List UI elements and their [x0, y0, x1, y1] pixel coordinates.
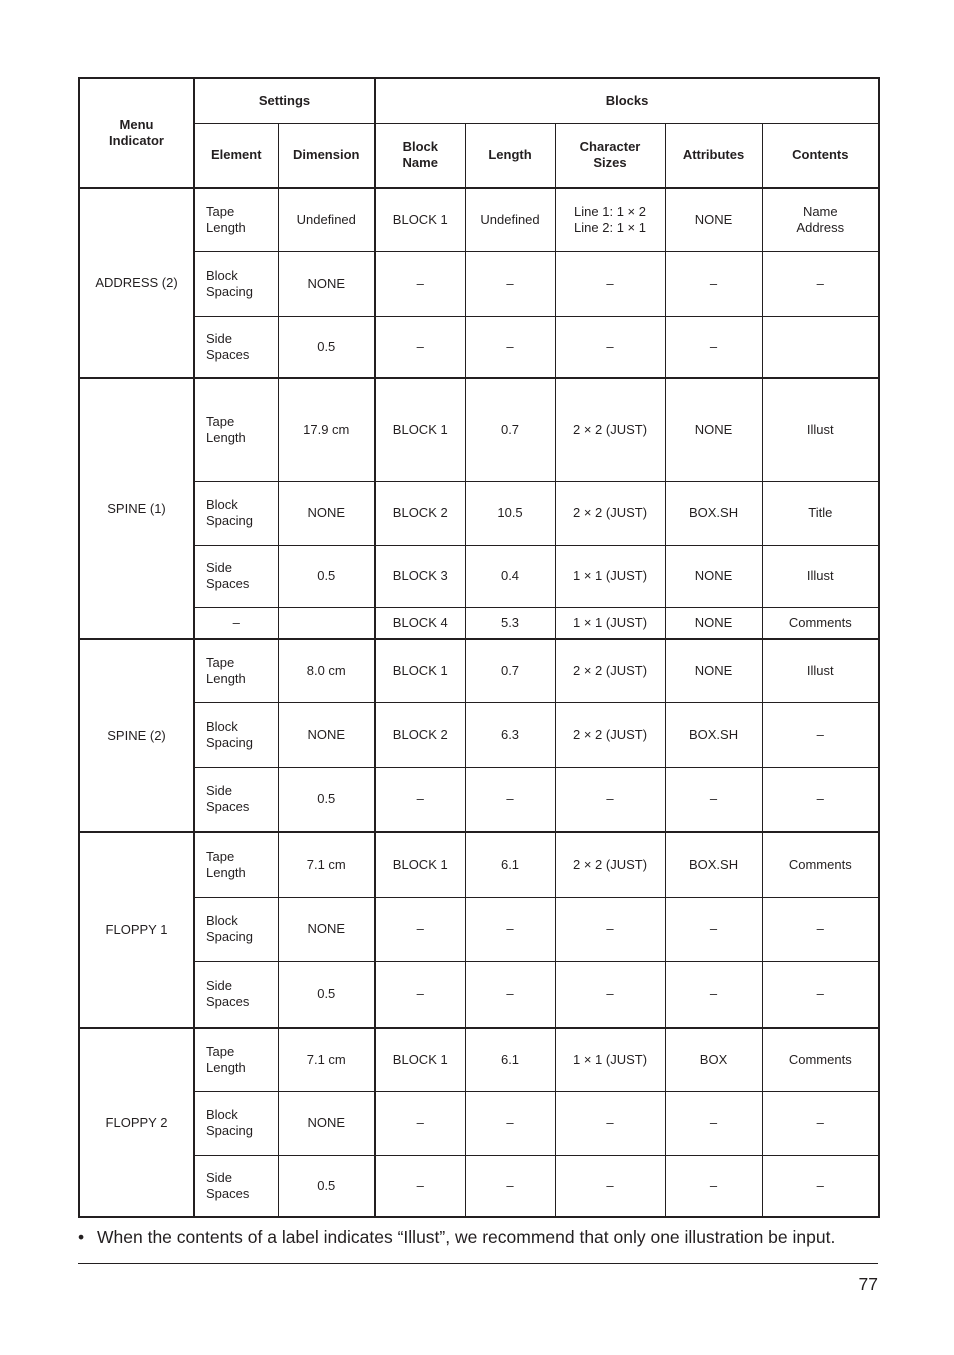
element-value: Tape Length [206, 654, 246, 686]
block-name-value: – [416, 791, 424, 807]
element-cell [194, 897, 278, 961]
attributes-cell [665, 188, 762, 251]
contents-value: Comments [788, 856, 852, 872]
table-row [79, 1091, 879, 1155]
block-name-value: BLOCK 1 [392, 421, 448, 437]
footnote-text: When the contents of a label indicates “Illust”, we recommend that only one illustration be input. [97, 1227, 836, 1247]
block-name-value: – [416, 1115, 424, 1130]
element-value: Tape Length [206, 413, 246, 445]
menu-indicator-cell [79, 832, 194, 1028]
header-block-name: Block Name [375, 123, 465, 188]
element-value: Tape Length [206, 1043, 246, 1075]
char-sizes-value: – [606, 1177, 614, 1193]
element-value: Block Spacing [206, 913, 253, 944]
attributes-cell [665, 961, 762, 1028]
length-cell [465, 639, 555, 702]
attributes-value: – [709, 791, 718, 807]
table-row [79, 545, 879, 607]
char-sizes-cell [555, 1028, 665, 1091]
char-sizes-value: – [606, 1115, 614, 1130]
element-value: Tape Length [206, 848, 246, 880]
dimension-cell [278, 832, 375, 897]
element-value: Side Spaces [206, 783, 250, 815]
dimension-value: NONE [307, 505, 346, 520]
contents-value: – [816, 1177, 824, 1193]
block-name-value: – [416, 986, 424, 1002]
bullet-icon: • [78, 1227, 85, 1247]
block-name-cell [375, 961, 465, 1028]
table-row [79, 481, 879, 545]
char-sizes-value: 2 × 2 (JUST) [572, 856, 648, 872]
contents-value: Illust [806, 421, 834, 437]
menu-indicator-cell [79, 639, 194, 832]
table-row [79, 1028, 879, 1091]
attributes-cell [665, 1091, 762, 1155]
element-value: Side Spaces [206, 1169, 250, 1201]
contents-value: – [816, 1115, 824, 1130]
block-name-cell [375, 832, 465, 897]
dimension-cell [278, 897, 375, 961]
element-cell [194, 188, 278, 251]
menu-indicator-label: SPINE (1) [107, 500, 166, 516]
attributes-value: NONE [694, 568, 733, 583]
attributes-value: – [709, 1177, 718, 1193]
element-cell [194, 702, 278, 767]
char-sizes-value: 2 × 2 (JUST) [572, 662, 648, 678]
char-sizes-cell [555, 481, 665, 545]
block-name-value: BLOCK 1 [392, 856, 448, 872]
length-value: 6.1 [500, 1051, 520, 1067]
dimension-value: 8.0 cm [306, 662, 346, 678]
element-value: Block Spacing [206, 718, 253, 750]
contents-value: – [816, 726, 824, 742]
attributes-value: BOX.SH [688, 726, 739, 742]
dimension-cell [278, 607, 375, 639]
header-dimension: Dimension [278, 123, 375, 188]
contents-cell [762, 767, 879, 832]
length-value: 0.7 [500, 421, 520, 437]
length-cell [465, 1091, 555, 1155]
dimension-value: 7.1 cm [306, 856, 346, 872]
dimension-cell [278, 702, 375, 767]
char-sizes-value: 2 × 2 (JUST) [572, 726, 648, 742]
menu-indicator-cell [79, 1028, 194, 1217]
block-name-value: – [416, 1177, 424, 1193]
length-value: – [506, 338, 514, 354]
length-cell [465, 251, 555, 316]
table-row [79, 897, 879, 961]
dimension-value: NONE [307, 726, 346, 742]
element-value: Side Spaces [206, 560, 250, 591]
char-sizes-cell [555, 1155, 665, 1217]
dimension-cell [278, 1028, 375, 1091]
block-name-value: BLOCK 2 [392, 726, 448, 742]
char-sizes-cell [555, 545, 665, 607]
block-name-cell [375, 251, 465, 316]
block-name-value: – [416, 921, 424, 936]
element-value: Block Spacing [206, 267, 253, 299]
attributes-cell [665, 702, 762, 767]
char-sizes-value: 1 × 1 (JUST) [572, 568, 648, 583]
contents-cell [762, 961, 879, 1028]
attributes-cell [665, 545, 762, 607]
header-contents: Contents [762, 123, 879, 188]
dimension-value: NONE [307, 275, 346, 291]
length-value: Undefined [480, 211, 540, 227]
header-element: Element [194, 123, 278, 188]
element-value: Block Spacing [206, 497, 253, 528]
length-cell [465, 188, 555, 251]
element-cell [194, 639, 278, 702]
block-name-cell [375, 188, 465, 251]
length-cell [465, 832, 555, 897]
contents-cell [762, 832, 879, 897]
contents-value: – [816, 275, 824, 291]
char-sizes-value: – [606, 921, 614, 936]
contents-value: – [816, 986, 824, 1002]
header-settings: Settings [194, 78, 375, 123]
length-value: – [506, 791, 514, 807]
contents-value: Name Address [796, 203, 845, 235]
dimension-value: 0.5 [317, 791, 336, 807]
attributes-cell [665, 607, 762, 639]
table-row [79, 832, 879, 897]
contents-cell [762, 378, 879, 481]
contents-value: – [816, 921, 824, 936]
attributes-value: NONE [694, 662, 733, 678]
length-value: 10.5 [497, 505, 523, 520]
block-name-value: BLOCK 2 [392, 505, 448, 520]
menu-indicator-cell [79, 378, 194, 639]
attributes-value: – [709, 275, 718, 291]
table-row [79, 378, 879, 481]
attributes-cell [665, 897, 762, 961]
element-cell [194, 251, 278, 316]
element-value: – [232, 614, 240, 630]
length-cell [465, 607, 555, 639]
attributes-cell [665, 316, 762, 378]
element-cell [194, 316, 278, 378]
length-cell [465, 1028, 555, 1091]
contents-cell [762, 1028, 879, 1091]
block-name-cell [375, 378, 465, 481]
divider [78, 1263, 878, 1264]
char-sizes-value: 1 × 1 (JUST) [572, 614, 648, 630]
table-row [79, 767, 879, 832]
contents-cell [762, 188, 879, 251]
attributes-value: BOX.SH [688, 856, 739, 872]
attributes-value: NONE [694, 421, 733, 437]
contents-cell [762, 702, 879, 767]
attributes-value: – [709, 338, 718, 354]
element-cell [194, 545, 278, 607]
char-sizes-cell [555, 316, 665, 378]
dimension-cell [278, 1091, 375, 1155]
block-name-cell [375, 545, 465, 607]
contents-cell [762, 639, 879, 702]
length-value: 6.1 [500, 856, 520, 872]
char-sizes-cell [555, 767, 665, 832]
char-sizes-value: 2 × 2 (JUST) [572, 505, 648, 520]
block-name-value: – [416, 275, 424, 291]
table-body [79, 188, 879, 1217]
page-number: 77 [858, 1274, 878, 1294]
block-name-cell [375, 1028, 465, 1091]
block-name-value: – [416, 338, 424, 354]
contents-cell [762, 251, 879, 316]
table-row [79, 607, 879, 639]
dimension-cell [278, 481, 375, 545]
contents-value: Title [808, 505, 833, 520]
length-value: – [506, 1115, 514, 1130]
attributes-cell [665, 1155, 762, 1217]
char-sizes-cell [555, 639, 665, 702]
dimension-value: 17.9 cm [303, 421, 350, 437]
attributes-cell [665, 378, 762, 481]
contents-cell [762, 316, 879, 378]
menu-indicator-label: FLOPPY 1 [105, 922, 168, 937]
attributes-value: BOX.SH [688, 505, 739, 520]
header-attributes: Attributes [665, 123, 762, 188]
contents-cell [762, 1155, 879, 1217]
char-sizes-value: 2 × 2 (JUST) [572, 421, 648, 437]
contents-value: – [816, 791, 824, 807]
element-cell [194, 832, 278, 897]
header-menu-indicator: Menu Indicator [79, 78, 194, 188]
dimension-cell [278, 961, 375, 1028]
length-cell [465, 897, 555, 961]
length-value: – [506, 275, 514, 291]
length-value: 0.4 [500, 568, 520, 583]
dimension-cell [278, 545, 375, 607]
block-name-cell [375, 316, 465, 378]
length-cell [465, 378, 555, 481]
block-name-value: BLOCK 1 [392, 1051, 448, 1067]
dimension-cell [278, 188, 375, 251]
dimension-cell [278, 1155, 375, 1217]
attributes-value: – [709, 986, 718, 1002]
element-cell [194, 378, 278, 481]
char-sizes-cell [555, 897, 665, 961]
table-row [79, 188, 879, 251]
block-name-cell [375, 639, 465, 702]
block-name-cell [375, 897, 465, 961]
element-cell [194, 961, 278, 1028]
length-value: 5.3 [500, 614, 520, 630]
char-sizes-value: Line 1: 1 × 2 Line 2: 1 × 1 [574, 203, 646, 235]
dimension-cell [278, 378, 375, 481]
char-sizes-cell [555, 702, 665, 767]
attributes-value: NONE [694, 614, 733, 630]
length-cell [465, 481, 555, 545]
settings-table [78, 77, 880, 1218]
dimension-value: 7.1 cm [306, 1051, 346, 1067]
char-sizes-cell [555, 251, 665, 316]
block-name-value: BLOCK 1 [392, 662, 448, 678]
dimension-cell [278, 251, 375, 316]
block-name-cell [375, 1091, 465, 1155]
element-value: Side Spaces [206, 978, 250, 1010]
contents-cell [762, 607, 879, 639]
block-name-value: BLOCK 1 [392, 211, 448, 227]
element-cell [194, 1155, 278, 1217]
attributes-cell [665, 481, 762, 545]
dimension-cell [278, 316, 375, 378]
char-sizes-value: – [606, 791, 614, 807]
attributes-value: – [709, 1115, 718, 1130]
contents-value: Illust [806, 662, 834, 678]
contents-cell [762, 897, 879, 961]
block-name-cell [375, 1155, 465, 1217]
block-name-cell [375, 702, 465, 767]
table-row [79, 316, 879, 378]
footnote [78, 1226, 878, 1248]
contents-cell [762, 481, 879, 545]
dimension-value: NONE [307, 1115, 346, 1130]
table-row [79, 1155, 879, 1217]
element-cell [194, 1028, 278, 1091]
contents-cell [762, 1091, 879, 1155]
attributes-cell [665, 767, 762, 832]
block-name-cell [375, 767, 465, 832]
length-value: 6.3 [500, 726, 520, 742]
menu-indicator-cell [79, 188, 194, 378]
char-sizes-cell [555, 378, 665, 481]
table-row [79, 961, 879, 1028]
length-cell [465, 316, 555, 378]
char-sizes-cell [555, 1091, 665, 1155]
attributes-cell [665, 639, 762, 702]
length-value: – [506, 921, 514, 936]
table-row [79, 639, 879, 702]
dimension-value: Undefined [296, 211, 356, 227]
menu-indicator-label: FLOPPY 2 [105, 1114, 168, 1130]
attributes-value: BOX [699, 1051, 728, 1067]
attributes-cell [665, 832, 762, 897]
attributes-cell [665, 251, 762, 316]
length-value: – [506, 986, 514, 1002]
contents-value: Comments [788, 614, 852, 630]
dimension-cell [278, 767, 375, 832]
length-cell [465, 702, 555, 767]
element-value: Side Spaces [206, 330, 250, 362]
dimension-cell [278, 639, 375, 702]
contents-value: Comments [788, 1051, 852, 1067]
attributes-value: – [709, 921, 718, 936]
block-name-value: BLOCK 3 [392, 568, 448, 583]
length-value: 0.7 [500, 662, 520, 678]
char-sizes-cell [555, 961, 665, 1028]
header-character-sizes: Character Sizes [555, 123, 665, 188]
char-sizes-value: 1 × 1 (JUST) [572, 1051, 648, 1067]
length-cell [465, 961, 555, 1028]
length-cell [465, 1155, 555, 1217]
contents-cell [762, 545, 879, 607]
length-cell [465, 767, 555, 832]
header-length: Length [465, 123, 555, 188]
length-value: – [506, 1177, 514, 1193]
attributes-value: NONE [694, 211, 733, 227]
dimension-value: 0.5 [317, 986, 336, 1002]
dimension-value: 0.5 [317, 568, 336, 583]
char-sizes-value: – [606, 338, 614, 354]
dimension-value: 0.5 [317, 338, 336, 354]
char-sizes-value: – [606, 986, 614, 1002]
element-value: Tape Length [206, 203, 246, 235]
char-sizes-value: – [606, 275, 614, 291]
element-cell [194, 1091, 278, 1155]
length-cell [465, 545, 555, 607]
menu-indicator-label: SPINE (2) [107, 727, 166, 743]
element-cell [194, 607, 278, 639]
char-sizes-cell [555, 832, 665, 897]
dimension-value: NONE [307, 921, 346, 936]
attributes-cell [665, 1028, 762, 1091]
table-row [79, 702, 879, 767]
header-blocks: Blocks [375, 78, 879, 123]
table-row [79, 251, 879, 316]
element-cell [194, 481, 278, 545]
char-sizes-cell [555, 607, 665, 639]
element-value: Block Spacing [206, 1107, 253, 1138]
menu-indicator-label: ADDRESS (2) [95, 275, 178, 290]
contents-value: Illust [806, 568, 834, 583]
char-sizes-cell [555, 188, 665, 251]
dimension-value: 0.5 [317, 1177, 336, 1193]
element-cell [194, 767, 278, 832]
block-name-value: BLOCK 4 [392, 614, 448, 630]
block-name-cell [375, 607, 465, 639]
block-name-cell [375, 481, 465, 545]
